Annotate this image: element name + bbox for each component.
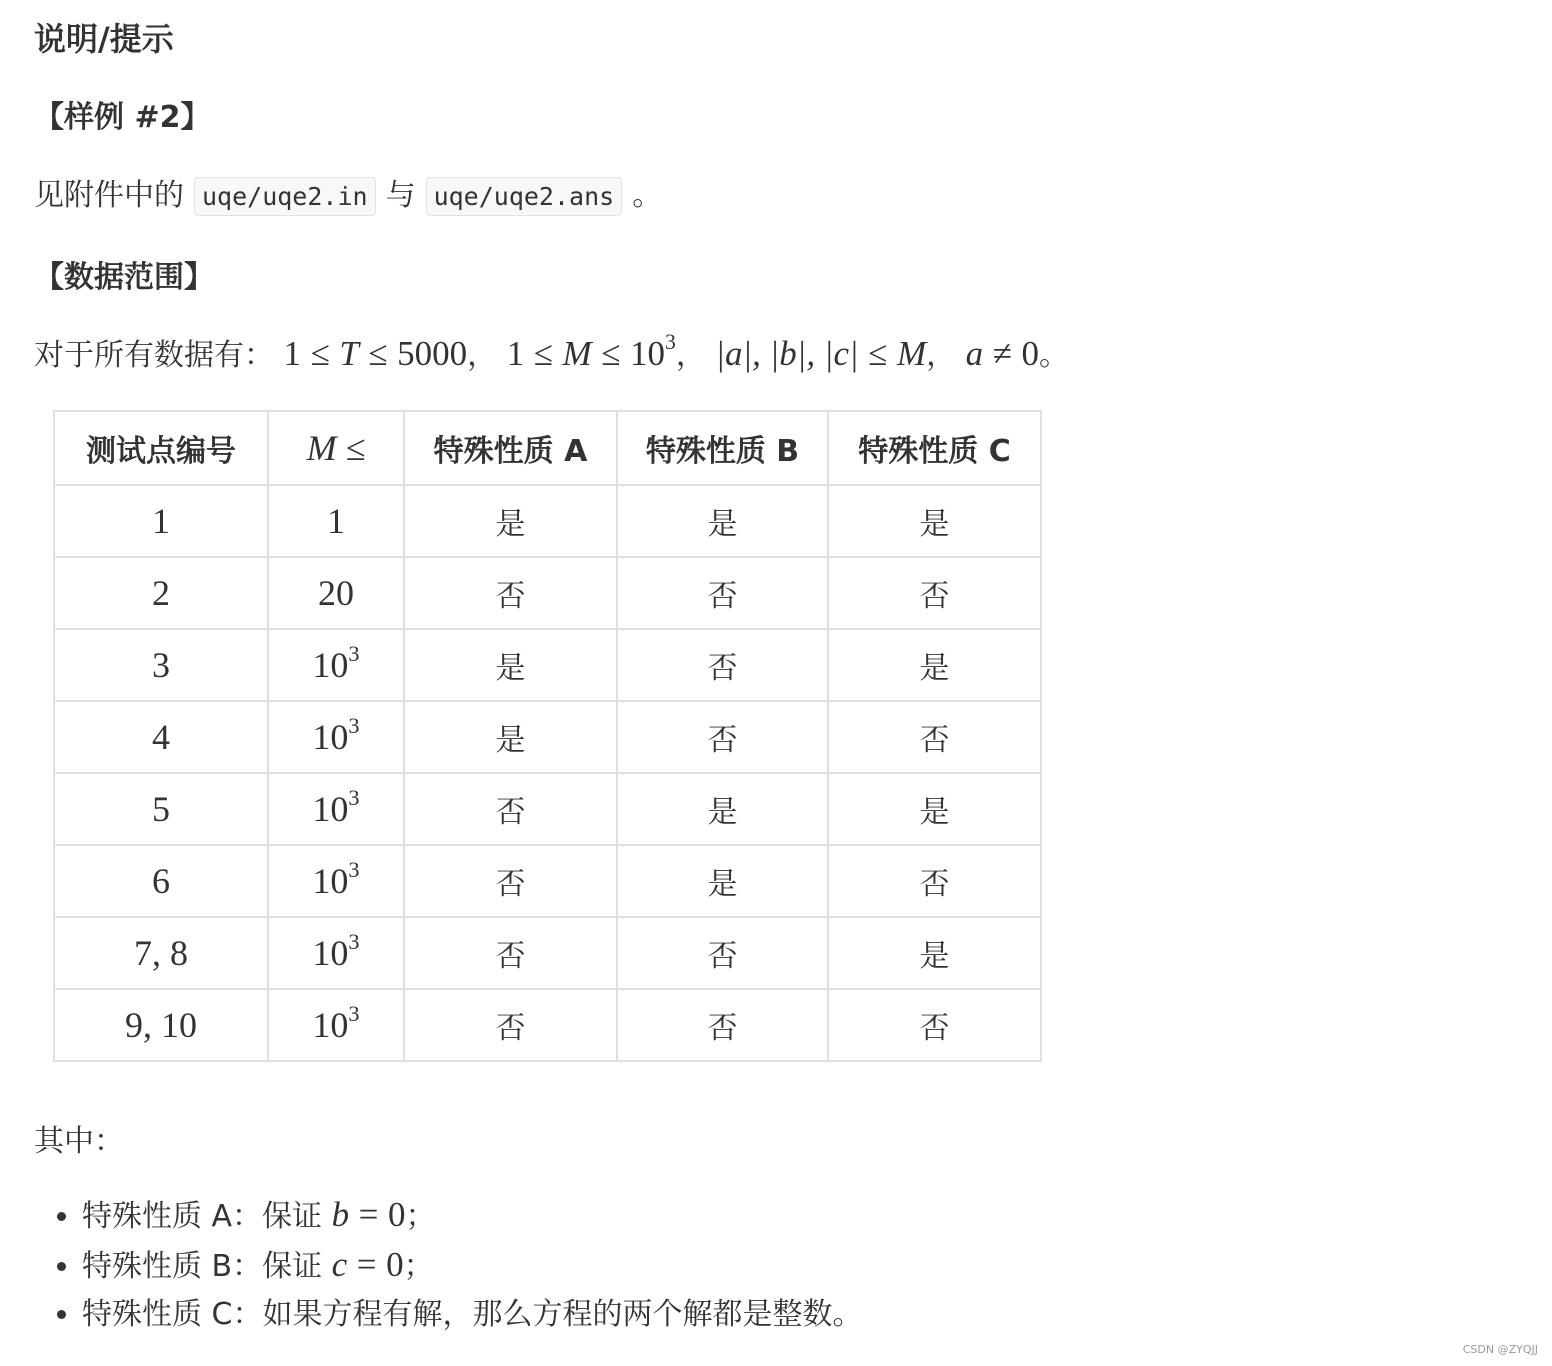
header-test-id: 测试点编号 — [54, 411, 268, 485]
property-b-cell: 否 — [617, 917, 828, 989]
m-upper-bound: $10^3$ — [629, 330, 676, 373]
zero-value: 0 — [387, 1195, 406, 1234]
property-b-cell: 否 — [617, 701, 828, 773]
semicolon: ； — [405, 1199, 436, 1234]
leq-symbol: ≤ — [310, 334, 330, 373]
c-variable: c — [331, 1245, 348, 1284]
test-id-cell: 1 — [54, 485, 268, 557]
property-c-cell: 否 — [828, 701, 1041, 773]
property-a-cell: 否 — [404, 845, 617, 917]
table-row — [54, 917, 1041, 989]
property-a-cell: 是 — [404, 701, 617, 773]
property-a-cell: 否 — [404, 917, 617, 989]
range-separator: ， — [467, 338, 498, 373]
leq-symbol: ≤ — [868, 334, 888, 373]
test-id-cell: 7, 8 — [54, 917, 268, 989]
table-row — [54, 773, 1041, 845]
test-id-cell: 6 — [54, 845, 268, 917]
attachment-period: 。 — [632, 178, 663, 213]
property-a-cell: 否 — [404, 557, 617, 629]
test-id-cell: 5 — [54, 773, 268, 845]
leq-symbol: ≤ — [533, 334, 553, 373]
test-id-cell: 9, 10 — [54, 989, 268, 1061]
input-file-code: uqe/uqe2.in — [194, 177, 376, 216]
m-limit-cell: $10^3$ — [268, 917, 404, 989]
property-b-cell: 否 — [617, 629, 828, 701]
property-a-cell: 是 — [404, 485, 617, 557]
property-b-label: 特殊性质 B：保证 — [82, 1249, 323, 1284]
m-variable: M — [896, 334, 927, 373]
neq-symbol: ≠ — [992, 334, 1012, 373]
property-c-cell: 是 — [828, 485, 1041, 557]
b-variable: b — [331, 1195, 350, 1234]
property-a-label: 特殊性质 A：保证 — [82, 1199, 323, 1234]
list-item — [82, 1190, 862, 1240]
m-lower-bound: 1 — [506, 334, 525, 373]
m-limit-cell: $10^3$ — [268, 773, 404, 845]
header-property-c: 特殊性质 C — [828, 411, 1041, 485]
property-c-cell: 否 — [828, 845, 1041, 917]
table-row — [54, 629, 1041, 701]
equals-symbol: = — [358, 1195, 379, 1234]
property-a-cell: 是 — [404, 629, 617, 701]
header-property-a: 特殊性质 A — [404, 411, 617, 485]
property-c-cell: 否 — [828, 989, 1041, 1061]
m-limit-cell: $10^3$ — [268, 629, 404, 701]
table-row — [54, 557, 1041, 629]
m-limit-cell: 1 — [268, 485, 404, 557]
m-limit-cell: 20 — [268, 557, 404, 629]
test-id-cell: 2 — [54, 557, 268, 629]
test-case-table — [53, 410, 1042, 1062]
property-list — [46, 1190, 862, 1340]
watermark: CSDN @ZYQJJ — [1462, 1343, 1538, 1356]
abc-abs-values: |a|, |b|, |c| — [715, 334, 859, 373]
leq-symbol: ≤ — [601, 334, 621, 373]
property-c-cell: 是 — [828, 629, 1041, 701]
property-b-cell: 是 — [617, 845, 828, 917]
property-c-cell: 是 — [828, 917, 1041, 989]
table-header-row — [54, 411, 1041, 485]
m-limit-cell: $10^3$ — [268, 845, 404, 917]
table-body — [54, 485, 1041, 1061]
page-title: 说明/提示 — [34, 20, 174, 58]
semicolon: ； — [403, 1249, 434, 1284]
property-c-cell: 否 — [828, 557, 1041, 629]
header-m-limit: M ≤ — [268, 411, 404, 485]
where-text: 其中： — [34, 1124, 124, 1159]
test-id-cell: 4 — [54, 701, 268, 773]
table-row — [54, 989, 1041, 1061]
attachment-conjunction: 与 — [385, 178, 416, 213]
data-range-heading: 【数据范围】 — [34, 260, 214, 295]
attachment-text: 见附件中的 — [34, 178, 184, 213]
property-c-cell: 是 — [828, 773, 1041, 845]
table-row — [54, 701, 1041, 773]
range-separator: ， — [926, 338, 957, 373]
header-property-b: 特殊性质 B — [617, 411, 828, 485]
attachment-paragraph — [34, 170, 662, 216]
data-range-statement — [34, 330, 1069, 374]
a-variable: a — [965, 334, 984, 373]
m-limit-cell: $10^3$ — [268, 989, 404, 1061]
property-b-cell: 否 — [617, 989, 828, 1061]
property-a-cell: 否 — [404, 773, 617, 845]
property-b-cell: 是 — [617, 773, 828, 845]
zero-value: 0 — [1021, 334, 1039, 373]
range-period: 。 — [1038, 338, 1069, 373]
equals-symbol: = — [356, 1245, 377, 1284]
zero-value: 0 — [386, 1245, 404, 1284]
property-b-cell: 是 — [617, 485, 828, 557]
sample-heading: 【样例 #2】 — [34, 100, 211, 135]
property-b-cell: 否 — [617, 557, 828, 629]
leq-symbol: ≤ — [368, 334, 388, 373]
list-item — [82, 1290, 862, 1340]
table-row — [54, 485, 1041, 557]
m-limit-cell: $10^3$ — [268, 701, 404, 773]
t-variable: T — [339, 334, 359, 373]
property-a-cell: 否 — [404, 989, 617, 1061]
list-item — [82, 1240, 862, 1290]
m-variable: M — [562, 334, 592, 373]
range-prefix: 对于所有数据有： — [34, 338, 274, 373]
table-row — [54, 845, 1041, 917]
t-upper-bound: 5000 — [397, 334, 468, 373]
range-separator: ， — [675, 338, 706, 373]
test-id-cell: 3 — [54, 629, 268, 701]
answer-file-code: uqe/uqe2.ans — [426, 177, 623, 216]
t-lower-bound: 1 — [283, 334, 302, 373]
property-c-text: 特殊性质 C：如果方程有解，那么方程的两个解都是整数。 — [82, 1297, 863, 1332]
